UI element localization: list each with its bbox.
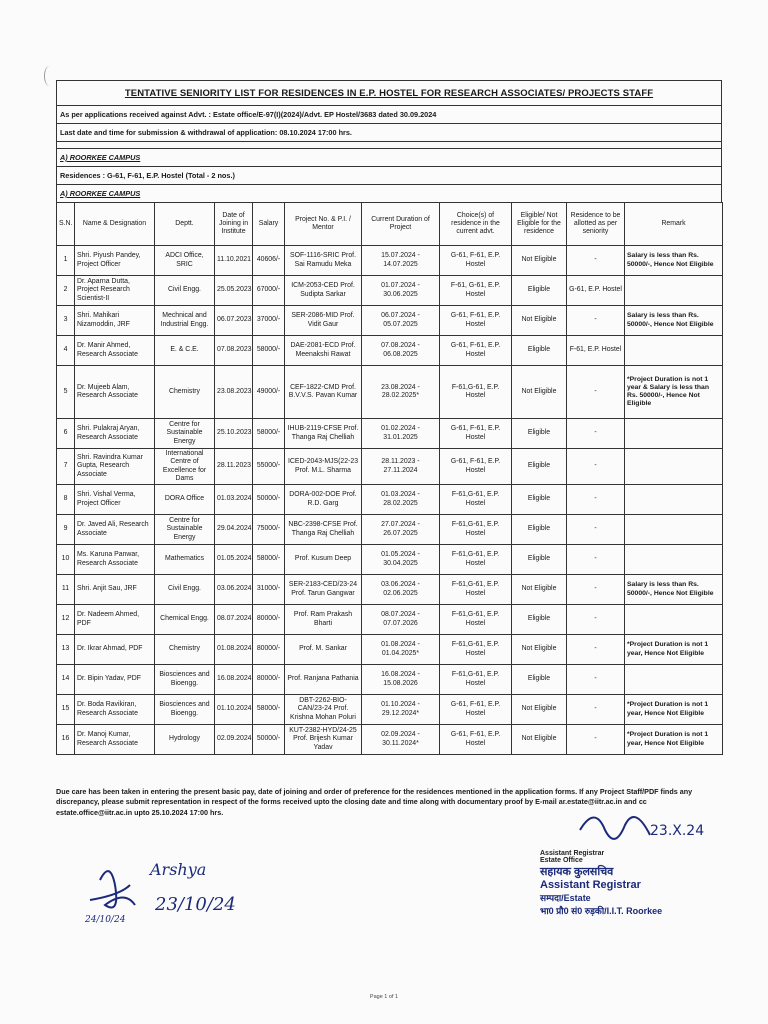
- cell-duration: 16.08.2024 - 15.08.2026: [362, 665, 440, 695]
- cell-choice: F-61,G-61, E.P. Hostel: [440, 545, 512, 575]
- cell-choice: G-61, F-61, E.P. Hostel: [440, 695, 512, 725]
- advt-line: As per applications received against Advt. : Estate office/E-97(I)(2024)/Advt. EP Hostel/3683 dated 30.09.2024: [56, 105, 722, 123]
- cell-project: ICED-2043-MJS(22-23 Prof. M.L. Sharma: [285, 449, 362, 485]
- cell-salary: 80000/-: [253, 605, 285, 635]
- cell-choice: G-61, F-61, E.P. Hostel: [440, 449, 512, 485]
- cell-dept: Biosciences and Bioengg.: [155, 665, 215, 695]
- cell-sn: 6: [57, 419, 75, 449]
- document-title: TENTATIVE SENIORITY LIST FOR RESIDENCES IN E.P. HOSTEL FOR RESEARCH ASSOCIATES/ PROJECTS STAFF: [56, 80, 722, 105]
- cell-allot: -: [567, 695, 625, 725]
- cell-dept: Biosciences and Bioengg.: [155, 695, 215, 725]
- cell-eligible: Eligible: [512, 419, 567, 449]
- cell-dept: ADCI Office, SRIC: [155, 246, 215, 276]
- cell-salary: 37000/-: [253, 306, 285, 336]
- cell-sn: 5: [57, 366, 75, 419]
- cell-eligible: Not Eligible: [512, 306, 567, 336]
- table-row: [57, 575, 723, 605]
- cell-allot: -: [567, 545, 625, 575]
- col-name: Name & Designation: [75, 203, 155, 246]
- col-choice: Choice(s) of residence in the current advt.: [440, 203, 512, 246]
- cell-dept: Mechnical and Industrial Engg.: [155, 306, 215, 336]
- cell-salary: 58000/-: [253, 695, 285, 725]
- cell-project: DORA-002-DOE Prof. R.D. Garg: [285, 485, 362, 515]
- cell-doj: 11.10.2021: [215, 246, 253, 276]
- handwriting-signature-image: [80, 850, 250, 940]
- cell-project: SER-2183-CED/23-24 Prof. Tarun Gangwar: [285, 575, 362, 605]
- cell-allot: -: [567, 306, 625, 336]
- cell-doj: 06.07.2023: [215, 306, 253, 336]
- cell-choice: G-61, F-61, E.P. Hostel: [440, 306, 512, 336]
- cell-doj: 03.06.2024: [215, 575, 253, 605]
- cell-eligible: Not Eligible: [512, 635, 567, 665]
- cell-allot: -: [567, 419, 625, 449]
- cell-duration: 27.07.2024 - 26.07.2025: [362, 515, 440, 545]
- cell-doj: 29.04.2024: [215, 515, 253, 545]
- cell-eligible: Eligible: [512, 276, 567, 306]
- cell-eligible: Eligible: [512, 545, 567, 575]
- cell-allot: -: [567, 246, 625, 276]
- cell-allot: -: [567, 366, 625, 419]
- cell-dept: International Centre of Excellence for Dams: [155, 449, 215, 485]
- table-row: [57, 276, 723, 306]
- cell-sn: 8: [57, 485, 75, 515]
- cell-salary: 80000/-: [253, 665, 285, 695]
- handwritten-date-1: 23/10/24: [155, 894, 236, 915]
- cell-duration: 28.11.2023 - 27.11.2024: [362, 449, 440, 485]
- cell-allot: -: [567, 605, 625, 635]
- cell-eligible: Not Eligible: [512, 366, 567, 419]
- cell-allot: -: [567, 485, 625, 515]
- cell-salary: 31000/-: [253, 575, 285, 605]
- cell-salary: 80000/-: [253, 635, 285, 665]
- cell-project: SER-2086-MID Prof. Vidit Gaur: [285, 306, 362, 336]
- col-sn: S.N.: [57, 203, 75, 246]
- cell-project: Prof. Kusum Deep: [285, 545, 362, 575]
- cell-sn: 16: [57, 725, 75, 755]
- cell-sn: 1: [57, 246, 75, 276]
- campus-heading-2: A) ROORKEE CAMPUS: [56, 184, 722, 202]
- cell-choice: F-61, G-61, E.P. Hostel: [440, 276, 512, 306]
- cell-eligible: Eligible: [512, 449, 567, 485]
- cell-sn: 3: [57, 306, 75, 336]
- handwritten-date-2: 24/10/24: [85, 915, 126, 925]
- cell-allot: -: [567, 635, 625, 665]
- cell-salary: 58000/-: [253, 336, 285, 366]
- cell-salary: 55000/-: [253, 449, 285, 485]
- cell-remark: [625, 419, 723, 449]
- cell-dept: Centre for Sustainable Energy: [155, 419, 215, 449]
- cell-doj: 02.09.2024: [215, 725, 253, 755]
- cell-duration: 01.02.2024 - 31.01.2025: [362, 419, 440, 449]
- cell-eligible: Not Eligible: [512, 725, 567, 755]
- cell-dept: Chemical Engg.: [155, 605, 215, 635]
- cell-name: Shri. Pulakraj Aryan, Research Associate: [75, 419, 155, 449]
- cell-choice: G-61, F-61, E.P. Hostel: [440, 725, 512, 755]
- cell-name: Dr. Aparna Dutta, Project Research Scientist-II: [75, 276, 155, 306]
- last-date-line: Last date and time for submission & withdrawal of application: 08.10.2024 17:00 hrs.: [56, 123, 722, 141]
- cell-eligible: Not Eligible: [512, 695, 567, 725]
- cell-name: Dr. Bipin Yadav, PDF: [75, 665, 155, 695]
- cell-dept: Centre for Sustainable Energy: [155, 515, 215, 545]
- table-row: [57, 366, 723, 419]
- seniority-table: [56, 202, 723, 755]
- cell-sn: 15: [57, 695, 75, 725]
- cell-salary: 58000/-: [253, 419, 285, 449]
- cell-remark: [625, 276, 723, 306]
- cell-dept: Chemistry: [155, 635, 215, 665]
- cell-duration: 01.05.2024 - 30.04.2025: [362, 545, 440, 575]
- campus-heading-1: A) ROORKEE CAMPUS: [56, 148, 722, 166]
- cell-dept: Civil Engg.: [155, 575, 215, 605]
- cell-choice: F-61,G-61, E.P. Hostel: [440, 575, 512, 605]
- cell-name: Dr. Javed Ali, Research Associate: [75, 515, 155, 545]
- cell-name: Dr. Manir Ahmed, Research Associate: [75, 336, 155, 366]
- cell-remark: [625, 336, 723, 366]
- cell-name: Shri. Ravindra Kumar Gupta, Research Associate: [75, 449, 155, 485]
- cell-project: Prof. Ranjana Pathania: [285, 665, 362, 695]
- col-allot: Residence to be allotted as per seniority: [567, 203, 625, 246]
- cell-sn: 12: [57, 605, 75, 635]
- cell-allot: -: [567, 665, 625, 695]
- table-row: [57, 665, 723, 695]
- cell-dept: Chemistry: [155, 366, 215, 419]
- cell-remark: [625, 485, 723, 515]
- cell-eligible: Eligible: [512, 336, 567, 366]
- cell-project: DAE-2081-ECD Prof. Meenakshi Rawat: [285, 336, 362, 366]
- cell-dept: Hydrology: [155, 725, 215, 755]
- table-row: [57, 725, 723, 755]
- cell-remark: *Project Duration is not 1 year & Salary is less than Rs. 50000/-, Hence Not Eligible: [625, 366, 723, 419]
- cell-allot: G-61, E.P. Hostel: [567, 276, 625, 306]
- signature-scribble: [570, 810, 720, 850]
- cell-sn: 4: [57, 336, 75, 366]
- cell-sn: 10: [57, 545, 75, 575]
- cell-eligible: Eligible: [512, 605, 567, 635]
- col-remark: Remark: [625, 203, 723, 246]
- spacer-row: [56, 141, 722, 148]
- cell-name: Shri. Vishal Verma, Project Officer: [75, 485, 155, 515]
- signatory-office: Estate Office: [540, 857, 583, 864]
- cell-salary: 67000/-: [253, 276, 285, 306]
- cell-name: Dr. Mujeeb Alam, Research Associate: [75, 366, 155, 419]
- cell-duration: 15.07.2024 - 14.07.2025: [362, 246, 440, 276]
- cell-name: Dr. Ikrar Ahmad, PDF: [75, 635, 155, 665]
- cell-remark: [625, 605, 723, 635]
- cell-choice: G-61, F-61, E.P. Hostel: [440, 419, 512, 449]
- cell-name: Dr. Manoj Kumar, Research Associate: [75, 725, 155, 755]
- cell-salary: 75000/-: [253, 515, 285, 545]
- cell-choice: F-61,G-61, E.P. Hostel: [440, 665, 512, 695]
- table-row: [57, 485, 723, 515]
- col-salary: Salary: [253, 203, 285, 246]
- table-row: [57, 605, 723, 635]
- cell-duration: 07.08.2024 - 06.08.2025: [362, 336, 440, 366]
- cell-duration: 03.06.2024 - 02.06.2025: [362, 575, 440, 605]
- cell-duration: 02.09.2024 - 30.11.2024*: [362, 725, 440, 755]
- cell-duration: 01.08.2024 - 01.04.2025*: [362, 635, 440, 665]
- stamp-english-title: Assistant Registrar: [540, 879, 641, 891]
- cell-duration: 01.10.2024 - 29.12.2024*: [362, 695, 440, 725]
- cell-remark: *Project Duration is not 1 year, Hence Not Eligible: [625, 725, 723, 755]
- cell-doj: 16.08.2024: [215, 665, 253, 695]
- residences-line: Residences : G-61, F-61, E.P. Hostel (Total - 2 nos.): [56, 166, 722, 184]
- cell-dept: DORA Office: [155, 485, 215, 515]
- signature-date: 23.X.24: [650, 823, 705, 839]
- col-dept: Deptt.: [155, 203, 215, 246]
- cell-sn: 14: [57, 665, 75, 695]
- col-project: Project No. & P.I. / Mentor: [285, 203, 362, 246]
- cell-doj: 23.08.2023: [215, 366, 253, 419]
- cell-duration: 01.07.2024 - 30.06.2025: [362, 276, 440, 306]
- table-row: [57, 515, 723, 545]
- cell-name: Dr. Boda Ravikiran, Research Associate: [75, 695, 155, 725]
- cell-project: NBC-2398-CFSE Prof. Thanga Raj Chelliah: [285, 515, 362, 545]
- cell-choice: G-61, F-61, E.P. Hostel: [440, 336, 512, 366]
- cell-doj: 08.07.2024: [215, 605, 253, 635]
- cell-project: Prof. M. Sankar: [285, 635, 362, 665]
- cell-doj: 25.05.2023: [215, 276, 253, 306]
- cell-allot: -: [567, 515, 625, 545]
- cell-doj: 25.10.2023: [215, 419, 253, 449]
- cell-project: ICM-2053-CED Prof. Sudipta Sarkar: [285, 276, 362, 306]
- cell-sn: 7: [57, 449, 75, 485]
- cell-remark: [625, 449, 723, 485]
- handwritten-name: Arshya: [150, 860, 207, 879]
- cell-dept: Mathematics: [155, 545, 215, 575]
- cell-allot: F-61, E.P. Hostel: [567, 336, 625, 366]
- cell-choice: F-61,G-61, E.P. Hostel: [440, 485, 512, 515]
- cell-allot: -: [567, 575, 625, 605]
- cell-name: Ms. Karuna Panwar, Research Associate: [75, 545, 155, 575]
- document-page: [56, 80, 722, 755]
- punch-mark: [44, 66, 55, 86]
- cell-project: DBT-2262-BIO-CAN/23-24 Prof. Krishna Mohan Poluri: [285, 695, 362, 725]
- table-row: [57, 545, 723, 575]
- cell-remark: *Project Duration is not 1 year, Hence Not Eligible: [625, 635, 723, 665]
- cell-name: Dr. Nadeem Ahmed, PDF: [75, 605, 155, 635]
- cell-salary: 49000/-: [253, 366, 285, 419]
- cell-choice: F-61,G-61, E.P. Hostel: [440, 635, 512, 665]
- cell-name: Shri. Piyush Pandey, Project Officer: [75, 246, 155, 276]
- cell-remark: Salary is less than Rs. 50000/-, Hence Not Eligible: [625, 575, 723, 605]
- cell-duration: 06.07.2024 - 05.07.2025: [362, 306, 440, 336]
- cell-doj: 01.05.2024: [215, 545, 253, 575]
- cell-remark: [625, 665, 723, 695]
- cell-project: IHUB-2119-CFSE Prof. Thanga Raj Chelliah: [285, 419, 362, 449]
- cell-doj: 01.03.2024: [215, 485, 253, 515]
- table-row: [57, 246, 723, 276]
- cell-salary: 58000/-: [253, 545, 285, 575]
- cell-remark: Salary is less than Rs. 50000/-, Hence Not Eligible: [625, 306, 723, 336]
- table-row: [57, 695, 723, 725]
- cell-eligible: Not Eligible: [512, 246, 567, 276]
- stamp-estate: सम्पदा/Estate: [540, 893, 591, 903]
- cell-doj: 07.08.2023: [215, 336, 253, 366]
- signature-block: [540, 823, 740, 917]
- table-row: [57, 419, 723, 449]
- cell-sn: 13: [57, 635, 75, 665]
- stamp-institute: भा0 प्रौ0 सं0 रुड़की/I.I.T. Roorkee: [540, 906, 663, 916]
- col-doj: Date of Joining in Institute: [215, 203, 253, 246]
- cell-project: CEF-1822-CMD Prof. B.V.V.S. Pavan Kumar: [285, 366, 362, 419]
- cell-doj: 01.10.2024: [215, 695, 253, 725]
- cell-duration: 01.03.2024 - 28.02.2025: [362, 485, 440, 515]
- cell-choice: F-61,G-61, E.P. Hostel: [440, 515, 512, 545]
- cell-eligible: Not Eligible: [512, 575, 567, 605]
- cell-project: Prof. Ram Prakash Bharti: [285, 605, 362, 635]
- cell-eligible: Eligible: [512, 515, 567, 545]
- cell-name: Shri. Anjit Sau, JRF: [75, 575, 155, 605]
- cell-duration: 23.08.2024 - 28.02.2025*: [362, 366, 440, 419]
- cell-project: KUT-2382-HYD/24-25 Prof. Brijesh Kumar Yadav: [285, 725, 362, 755]
- cell-sn: 2: [57, 276, 75, 306]
- table-row: [57, 635, 723, 665]
- cell-name: Shri. Mahikari Nizamoddin, JRF: [75, 306, 155, 336]
- table-row: [57, 336, 723, 366]
- cell-choice: F-61,G-61, E.P. Hostel: [440, 605, 512, 635]
- disclaimer-note: Due care has been taken in entering the present basic pay, date of joining and order of preference for the residences mentioned in the application forms. If any Project Staff/PDF finds any discrepancy, please submit representation in respect of the forms received upto the closing date and time along with documentary proof by E-mail ar.estate@iitr.ac.in and cc estate.office@iitr.ac.in upto 25.10.2024 17:00 hrs.: [56, 787, 693, 817]
- cell-salary: 40606/-: [253, 246, 285, 276]
- cell-sn: 9: [57, 515, 75, 545]
- cell-allot: -: [567, 725, 625, 755]
- cell-duration: 08.07.2024 - 07.07.2026: [362, 605, 440, 635]
- cell-dept: Civil Engg.: [155, 276, 215, 306]
- cell-eligible: Eligible: [512, 665, 567, 695]
- handwritten-initials: [80, 850, 250, 945]
- cell-remark: [625, 515, 723, 545]
- cell-eligible: Eligible: [512, 485, 567, 515]
- cell-remark: Salary is less than Rs. 50000/-, Hence Not Eligible: [625, 246, 723, 276]
- cell-choice: F-61,G-61, E.P. Hostel: [440, 366, 512, 419]
- cell-dept: E. & C.E.: [155, 336, 215, 366]
- table-body: [57, 246, 723, 755]
- col-duration: Current Duration of Project: [362, 203, 440, 246]
- col-eligible: Eligible/ Not Eligible for the residence: [512, 203, 567, 246]
- cell-remark: *Project Duration is not 1 year, Hence Not Eligible: [625, 695, 723, 725]
- stamp-hindi-title: सहायक कुलसचिव: [540, 866, 614, 878]
- cell-allot: -: [567, 449, 625, 485]
- cell-doj: 28.11.2023: [215, 449, 253, 485]
- table-row: [57, 306, 723, 336]
- signatory-title: Assistant Registrar: [540, 850, 605, 857]
- cell-sn: 11: [57, 575, 75, 605]
- table-header-row: [57, 203, 723, 246]
- page-footer: Page 1 of 1: [369, 994, 399, 1000]
- cell-project: SOF-1116-SRIC Prof. Sai Ramudu Meka: [285, 246, 362, 276]
- table-row: [57, 449, 723, 485]
- cell-salary: 50000/-: [253, 485, 285, 515]
- cell-salary: 50000/-: [253, 725, 285, 755]
- cell-choice: G-61, F-61, E.P. Hostel: [440, 246, 512, 276]
- cell-doj: 01.08.2024: [215, 635, 253, 665]
- cell-remark: [625, 545, 723, 575]
